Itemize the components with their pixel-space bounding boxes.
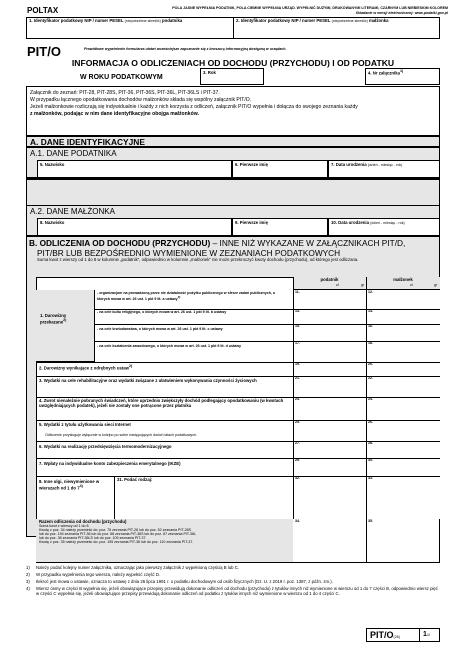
field-number: 30. xyxy=(368,458,373,462)
field-number: 33. xyxy=(368,476,373,480)
field-number: 34. xyxy=(295,519,300,523)
footnotes xyxy=(26,566,440,597)
col-spouse: małżonek xyxy=(393,277,413,282)
field-number: 35. xyxy=(368,519,373,523)
field-number: 12. xyxy=(368,290,373,294)
section-a1-title: A.1. DANE PODATNIKA xyxy=(30,149,117,158)
row6-label: 6. Wydatki na realizację przedsięwzięcia termomodernizacyjnego xyxy=(39,444,172,449)
attach-line-1: Załącznik do zeznań: PIT-28, PIT-28S, PIT-36, PIT-36S, PIT-36L, PIT-36LS i PIT-37. xyxy=(30,90,220,96)
field-number: 16. xyxy=(368,324,373,328)
row8-label: 8. Inne ulgi, niewymienione w wierszach od 1 do 7$^{4)}$ xyxy=(39,479,100,491)
attachment-number-field[interactable] xyxy=(365,68,440,85)
field-number: 13. xyxy=(295,309,300,313)
field-number: 19. xyxy=(295,362,300,366)
taxpayer-amount-field[interactable] xyxy=(293,341,366,362)
attachment-number-label: 4. Nr załącznika$^{1)}$ xyxy=(368,69,404,76)
row3-label: 3. Wydatki na cele rehabilitacyjne oraz wydatki związane z ułatwieniem wykonywania czynności życiowych xyxy=(39,378,257,383)
field-number: 25. xyxy=(295,420,300,424)
footnote-2: 2) W przypadku wypełnienia tego wiersza, należy wypełnić część D. xyxy=(26,571,161,577)
section-a-header xyxy=(26,136,440,147)
year-field[interactable] xyxy=(200,68,264,85)
brand-label: POLTAX xyxy=(27,6,59,15)
spouse-amount-field[interactable] xyxy=(366,324,440,341)
section-b-desc: Suma kwot z wierszy od 1 do 8 w kolumnie „podatnik”, odpowiednio w kolumnie „małżonek” nie może przekroczyć kwoty dochodu (przychodu), od którego jest odliczana. xyxy=(37,257,359,262)
taxpayer-amount-field[interactable] xyxy=(293,519,366,563)
attachment-info-box xyxy=(26,86,440,136)
field-number: 26. xyxy=(368,420,373,424)
taxpayer-surname-field[interactable]: 5. Nazwisko xyxy=(37,160,232,178)
spouse-amount-field[interactable] xyxy=(366,362,440,376)
section-a2 xyxy=(26,205,440,236)
field-number: 15. xyxy=(295,324,300,328)
field-number: 24. xyxy=(368,397,373,401)
spouse-amount-field[interactable] xyxy=(366,441,440,458)
field-number: 27. xyxy=(295,441,300,445)
spouse-surname-field[interactable]: 8. Nazwisko xyxy=(37,218,232,236)
col-taxpayer: podatnik xyxy=(320,277,339,282)
footnote-1: 1) Należy podać kolejny numer załącznika, oznaczając jako pierwszy załącznik z wypełnioną częścią B lub C. xyxy=(26,565,240,570)
taxpayer-amount-field[interactable] xyxy=(293,441,366,458)
spouse-amount-field[interactable] xyxy=(366,309,440,324)
identifier-box xyxy=(26,17,440,39)
year-field-label: 3. Rok xyxy=(203,70,216,75)
section-a-title: A. DANE IDENTYFIKACYJNE xyxy=(30,137,145,147)
attach-line-4: z małżonków, podając w nim dane identyfikacyjne obojga małżonków. xyxy=(30,111,199,118)
field-number: 23. xyxy=(295,397,300,401)
spouse-birthdate-field[interactable]: 10. Data urodzenia (dzień - miesiąc - rok) xyxy=(328,218,440,236)
footnote-3: 3) Ilekroć jest mowa o ustawie, oznacza to ustawę z dnia 26 lipca 1991 r. o podatku dochodowym od osób fizycznych (Dz. U. z 2019 r. poz. 1387, z późn. zm.). xyxy=(26,578,333,584)
spouse-amount-field[interactable] xyxy=(366,476,440,519)
field-number: 11. xyxy=(295,290,300,294)
row5-note: Odliczenie przysługuje wyłącznie w kolejno po sobie następujących dwóch latach podatkowych. xyxy=(45,433,198,437)
form-title: INFORMACJA O ODLICZENIACH OD DOCHODU (PRZYCHODU) I OD PODATKU xyxy=(71,58,395,68)
spouse-amount-field[interactable] xyxy=(366,290,440,309)
spouse-amount-field[interactable] xyxy=(366,341,440,362)
row2-label: 2. Darowizny wynikające z odrębnych ustaw$^{2)}$ xyxy=(39,364,133,371)
spouse-id-input[interactable] xyxy=(237,26,435,38)
form-code: PIT/O xyxy=(27,44,61,59)
footer-form-code: PIT/O xyxy=(370,630,394,640)
attach-line-3: Jeżeli małżonkowie rozliczają się indywidualnie i każdy z nich korzysta z odliczeń, załącznik PIT/O wypełnia i dołącza do swojego zeznania każdy xyxy=(30,104,358,111)
spouse-firstname-field[interactable]: 9. Pierwsze imię xyxy=(232,218,328,236)
taxpayer-id-input[interactable] xyxy=(30,26,228,38)
field-number: 17. xyxy=(295,341,300,345)
field-number: 29. xyxy=(295,458,300,462)
other-type-input[interactable] xyxy=(118,485,290,517)
field-number: 21. xyxy=(295,376,300,380)
taxpayer-amount-field[interactable] xyxy=(293,476,366,519)
section-b-heading: B. ODLICZENIA OD DOCHODU (PRZYCHODU) – INNE NIŻ WYKAZANE W ZAŁĄCZNIKACH PIT/D, PIT/BR LUB BEZPOŚREDNIO WYMIENIONE W ZEZNANIACH PODATKOWYCH Suma kwot z wierszy od 1 do 8 w kolumnie „podatnik”, odpowiednio w kolumnie „małżonek” nie może przekroczyć kwoty dochodu (przychodu), od którego jest odliczana. xyxy=(29,238,437,263)
row1b-label: - na cele kultu religijnego, o których mowa w art. 26 ust. 1 pkt 9 lit. b ustawy xyxy=(97,310,227,314)
field-number: 18. xyxy=(368,341,373,345)
row1c-label: - na cele krwiodawstwa, o których mowa w art. 26 ust. 1 pkt 9 lit. c ustawy xyxy=(97,327,223,331)
field-number: 14. xyxy=(368,309,373,313)
taxpayer-amount-field[interactable] xyxy=(293,397,366,420)
field-number: 20. xyxy=(368,362,373,366)
taxpayer-amount-field[interactable] xyxy=(293,376,366,397)
taxpayer-amount-field[interactable] xyxy=(293,458,366,476)
spouse-amount-field[interactable] xyxy=(366,519,440,563)
eservice-note: Składanie w wersji elektronicznej: www.podatki.gov.pl xyxy=(355,11,448,15)
taxpayer-amount-field[interactable] xyxy=(293,290,366,309)
page-footer: PIT/O(26) 1/4 xyxy=(366,628,440,642)
field-number: 28. xyxy=(368,441,373,445)
section-a2-title: A.2. DANE MAŁŻONKA xyxy=(30,207,115,216)
row5-label: 5. Wydatki z tytułu użytkowania sieci Internet xyxy=(39,422,131,427)
row1a-label: - organizacjom na prowadzoną przez nie działalność pożytku publicznego w sferze zadań publicznych, o których mowa w art. 26 ust. 1 pkt 9 lit. a ustawy$^{3)}$ xyxy=(97,291,276,302)
section-a1 xyxy=(26,147,440,178)
footer-page: 1 xyxy=(423,631,427,638)
spouse-amount-field[interactable] xyxy=(366,458,440,476)
taxpayer-amount-field[interactable] xyxy=(293,362,366,376)
taxpayer-firstname-field[interactable]: 6. Pierwsze imię xyxy=(232,160,328,178)
taxpayer-amount-field[interactable] xyxy=(293,309,366,324)
spouse-amount-field[interactable] xyxy=(366,420,440,441)
row1d-label: - na cele kształcenia zawodowego, o których mowa w art. 26 ust. 1 pkt 9 lit. d ustawy xyxy=(97,344,241,348)
sum-description: Razem odliczenia od dochodu (przychodu) Suma kwot z wierszy od 1 do 8. Kwotę z poz. 34 należy przenieść do: poz. 75 zeznania PIT-28 lub do poz. 52 zeznania PIT-28S lub do poz. 194 zeznania PIT-36 lub do poz. 68 zeznania PIT-36S lub do poz. 87 zeznania PIT-36L lub do poz. 38 zeznania PIT-36LS lub do poz. 109 zeznania PIT-37. Kwotę z poz. 35 należy przenieść do: poz. 195 zeznania PIT-36 lub do poz. 110 zeznania PIT-37. xyxy=(39,519,197,544)
row1-label: 1. Darowizny przekazane$^{2)}$ xyxy=(40,313,67,325)
field-number: 32. xyxy=(295,476,300,480)
attach-line-2: W przypadku łącznego opodatkowania dochodów małżonków składa się wspólny załącznik PIT/O. xyxy=(30,97,252,104)
taxpayer-id-label: 1. Identyfikator podatkowy NIP / numer PESEL (niepotrzebne skreślić) podatnika xyxy=(29,18,183,23)
spouse-id-label: 2. Identyfikator podatkowy NIP / numer PESEL (niepotrzebne skreślić) małżonka xyxy=(236,18,389,23)
tax-year-label: W ROKU PODATKOWYM xyxy=(80,74,163,81)
other-type-field-label: 31. Podać rodzaj: xyxy=(117,477,153,482)
row7-label: 7. Wpłaty na indywidualne konto zabezpieczenia emerytalnego (IKZE) xyxy=(39,461,181,466)
footnote-4: 4) Wiersz ósmy w części B wypełnia się, jeżeli obowiązujące przepisy przewidują dokonanie odliczeń od dochodu (przychodu) z tytułów innych niż wymienione w wierszu od 1 do 7 części B, odpowiednio wiersz pięć w części C wypełnia się, jeżeli obowiązujące przepisy przewidują dokonanie odliczeń od podatku z tytułów innych niż wymienione w wierszu od 1 do 4 części C. xyxy=(26,585,438,596)
taxpayer-birthdate-field[interactable]: 7. Data urodzenia (dzień - miesiąc - rok) xyxy=(328,160,440,178)
fill-instruction: POLA JASNE WYPEŁNIA PODATNIK, POLA CIEMNE WYPEŁNIA URZĄD. WYPEŁNIĆ DUŻYMI, DRUKOWANYMI LITERAMI, CZARNYM LUB NIEBIESKIM KOLOREM xyxy=(172,6,448,10)
taxpayer-amount-field[interactable] xyxy=(293,324,366,341)
taxpayer-amount-field[interactable] xyxy=(293,420,366,441)
row4-label: 4. Zwrot nienależnie pobranych świadczeń, które uprzednio zwiększyły dochód podlegający opodatkowaniu (w kwotach uwzględniających podatek), jeżeli nie zostały one potrącone przez płatnika xyxy=(39,398,284,408)
field-number: 22. xyxy=(368,376,373,380)
spouse-amount-field[interactable] xyxy=(366,397,440,420)
form-notice: Prawidłowe wypełnienie formularza ułatwi wcześniejsze zapoznanie się z broszurą informacyjną dostępną w urzędach. xyxy=(84,47,287,51)
spouse-amount-field[interactable] xyxy=(366,376,440,397)
